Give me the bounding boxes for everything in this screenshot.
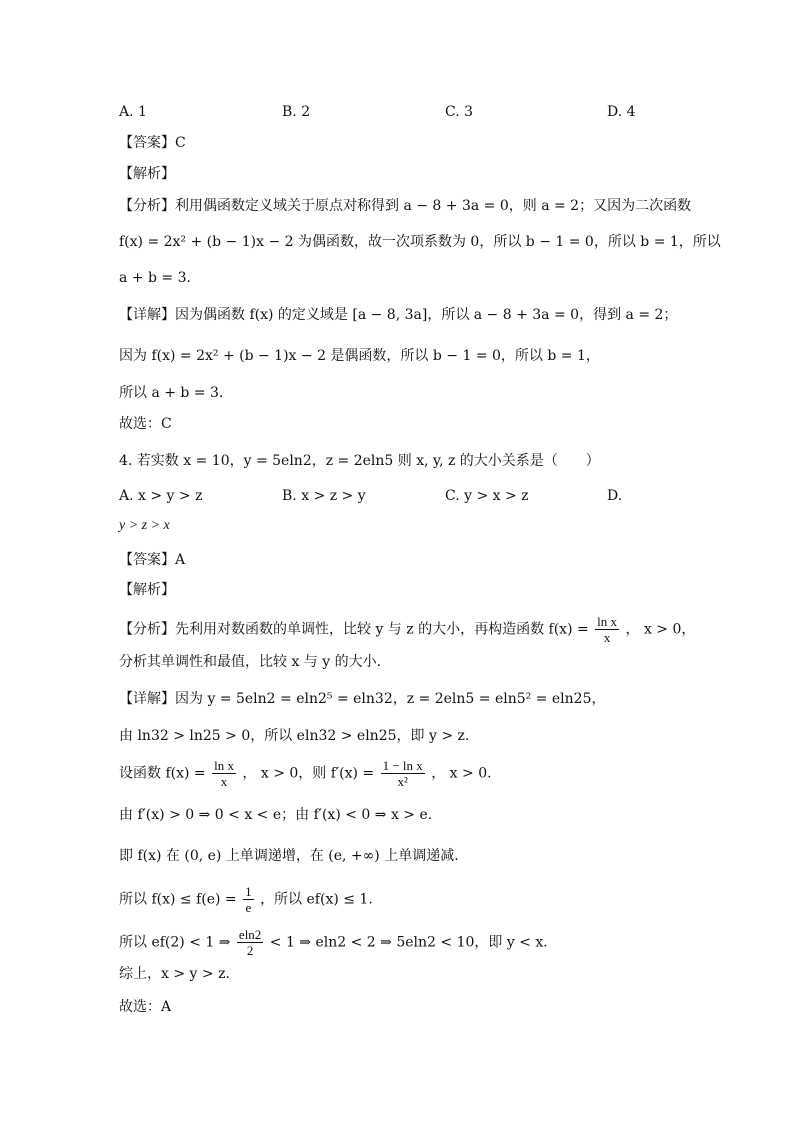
fraction-numerator: ln x — [214, 758, 234, 773]
q4-derivative-fraction-1 — [212, 758, 236, 789]
fraction-denominator: 2 — [246, 943, 254, 958]
q4-xiangjie-line-1: 【详解】因为 y = 5eln2 = eln2⁵ = eln32，z = 2eln5 = eln5² = eln25， — [119, 691, 606, 707]
q4-option-a: A. x > y > z — [119, 488, 203, 504]
q4-fenxi-line-1 — [119, 614, 695, 645]
fraction-numerator: eln2 — [238, 927, 262, 942]
fraction-numerator: ln x — [597, 614, 618, 629]
fraction-numerator: 1 − ln x — [382, 758, 423, 773]
q3-choice: 故选：C — [119, 416, 172, 432]
q4-ef2-line — [119, 927, 548, 958]
q4-answer: 【答案】A — [119, 552, 186, 568]
q3-option-a: A. 1 — [119, 104, 147, 120]
q4-option-b: B. x > z > y — [282, 488, 366, 504]
q4-option-c: C. y > x > z — [445, 488, 529, 504]
fraction-numerator: 1 — [245, 884, 252, 899]
q4-fenxi-fraction — [595, 614, 619, 645]
q4-derivative-post: ， x > 0. — [431, 765, 492, 782]
q4-derivative-pre: 设函数 f(x) = — [119, 765, 206, 782]
q4-analysis-heading: 【解析】 — [119, 582, 175, 598]
q3-xiangjie-line-1: 【详解】因为偶函数 f(x) 的定义域是 [a − 8, 3a]，所以 a − 8 + 3a = 0，得到 a = 2； — [119, 307, 678, 323]
q3-option-c: C. 3 — [445, 104, 474, 120]
q3-fenxi-line-3: a + b = 3. — [119, 270, 191, 286]
q4-ef2-pre: 所以 ef(2) < 1 ⇒ — [119, 934, 231, 951]
q4-monotonic-line: 由 f′(x) > 0 ⇒ 0 < x < e；由 f′(x) < 0 ⇒ x > e. — [119, 807, 433, 823]
q3-xiangjie-line-2: 因为 f(x) = 2x² + (b − 1)x − 2 是偶函数，所以 b − 1 = 0，所以 b = 1， — [119, 348, 600, 364]
q3-answer: 【答案】C — [119, 135, 186, 151]
fraction-denominator: x — [220, 774, 228, 789]
q4-monotonic-summary: 即 f(x) 在 (0, e) 上单调递增，在 (e, +∞) 上单调递减. — [119, 848, 459, 864]
fraction-denominator: e — [245, 900, 252, 915]
q4-fenxi-line-2: 分析其单调性和最值，比较 x 与 y 的大小. — [119, 654, 382, 670]
q4-maximum-fraction — [243, 884, 254, 915]
q4-stem: 4. 若实数 x = 10，y = 5eln2，z = 2eln5 则 x, y, z 的大小关系是（ ） — [119, 453, 600, 469]
q4-derivative-line — [119, 758, 492, 789]
q4-fenxi-text-post: ， x > 0， — [625, 621, 696, 638]
q4-derivative-fraction-2 — [381, 758, 425, 789]
fraction-denominator: x — [603, 630, 611, 645]
q3-fenxi-line-1: 【分析】利用偶函数定义域关于原点对称得到 a − 8 + 3a = 0，则 a = 2；又因为二次函数 — [119, 198, 692, 214]
q4-choice: 故选：A — [119, 999, 172, 1015]
q3-option-b: B. 2 — [282, 104, 311, 120]
q4-maximum-pre: 所以 f(x) ≤ f(e) = — [119, 891, 237, 908]
q4-maximum-post: ，所以 ef(x) ≤ 1. — [260, 891, 373, 908]
fraction-denominator: x² — [397, 774, 408, 789]
q3-analysis-heading: 【解析】 — [119, 166, 175, 182]
q4-ef2-fraction — [237, 927, 263, 958]
q3-fenxi-line-2: f(x) = 2x² + (b − 1)x − 2 为偶函数，故一次项系数为 0，所以 b − 1 = 0，所以 b = 1，所以 — [119, 234, 721, 250]
q4-fenxi-text-pre: 【分析】先利用对数函数的单调性，比较 y 与 z 的大小，再构造函数 f(x) = — [119, 621, 589, 638]
q4-maximum-line — [119, 884, 373, 915]
q3-option-d: D. 4 — [607, 104, 636, 120]
q3-xiangjie-line-3: 所以 a + b = 3. — [119, 385, 224, 401]
q4-summary: 综上，x > y > z. — [119, 966, 230, 982]
q4-option-d: D. — [607, 488, 623, 504]
q4-option-d-value: y > z > x — [119, 518, 170, 533]
q4-derivative-mid: ， x > 0，则 f′(x) = — [242, 765, 375, 782]
q4-xiangjie-line-2: 由 ln32 > ln25 > 0，所以 eln32 > eln25，即 y > z. — [119, 728, 470, 744]
q4-ef2-post: < 1 ⇒ eln2 < 2 ⇒ 5eln2 < 10，即 y < x. — [269, 934, 548, 951]
